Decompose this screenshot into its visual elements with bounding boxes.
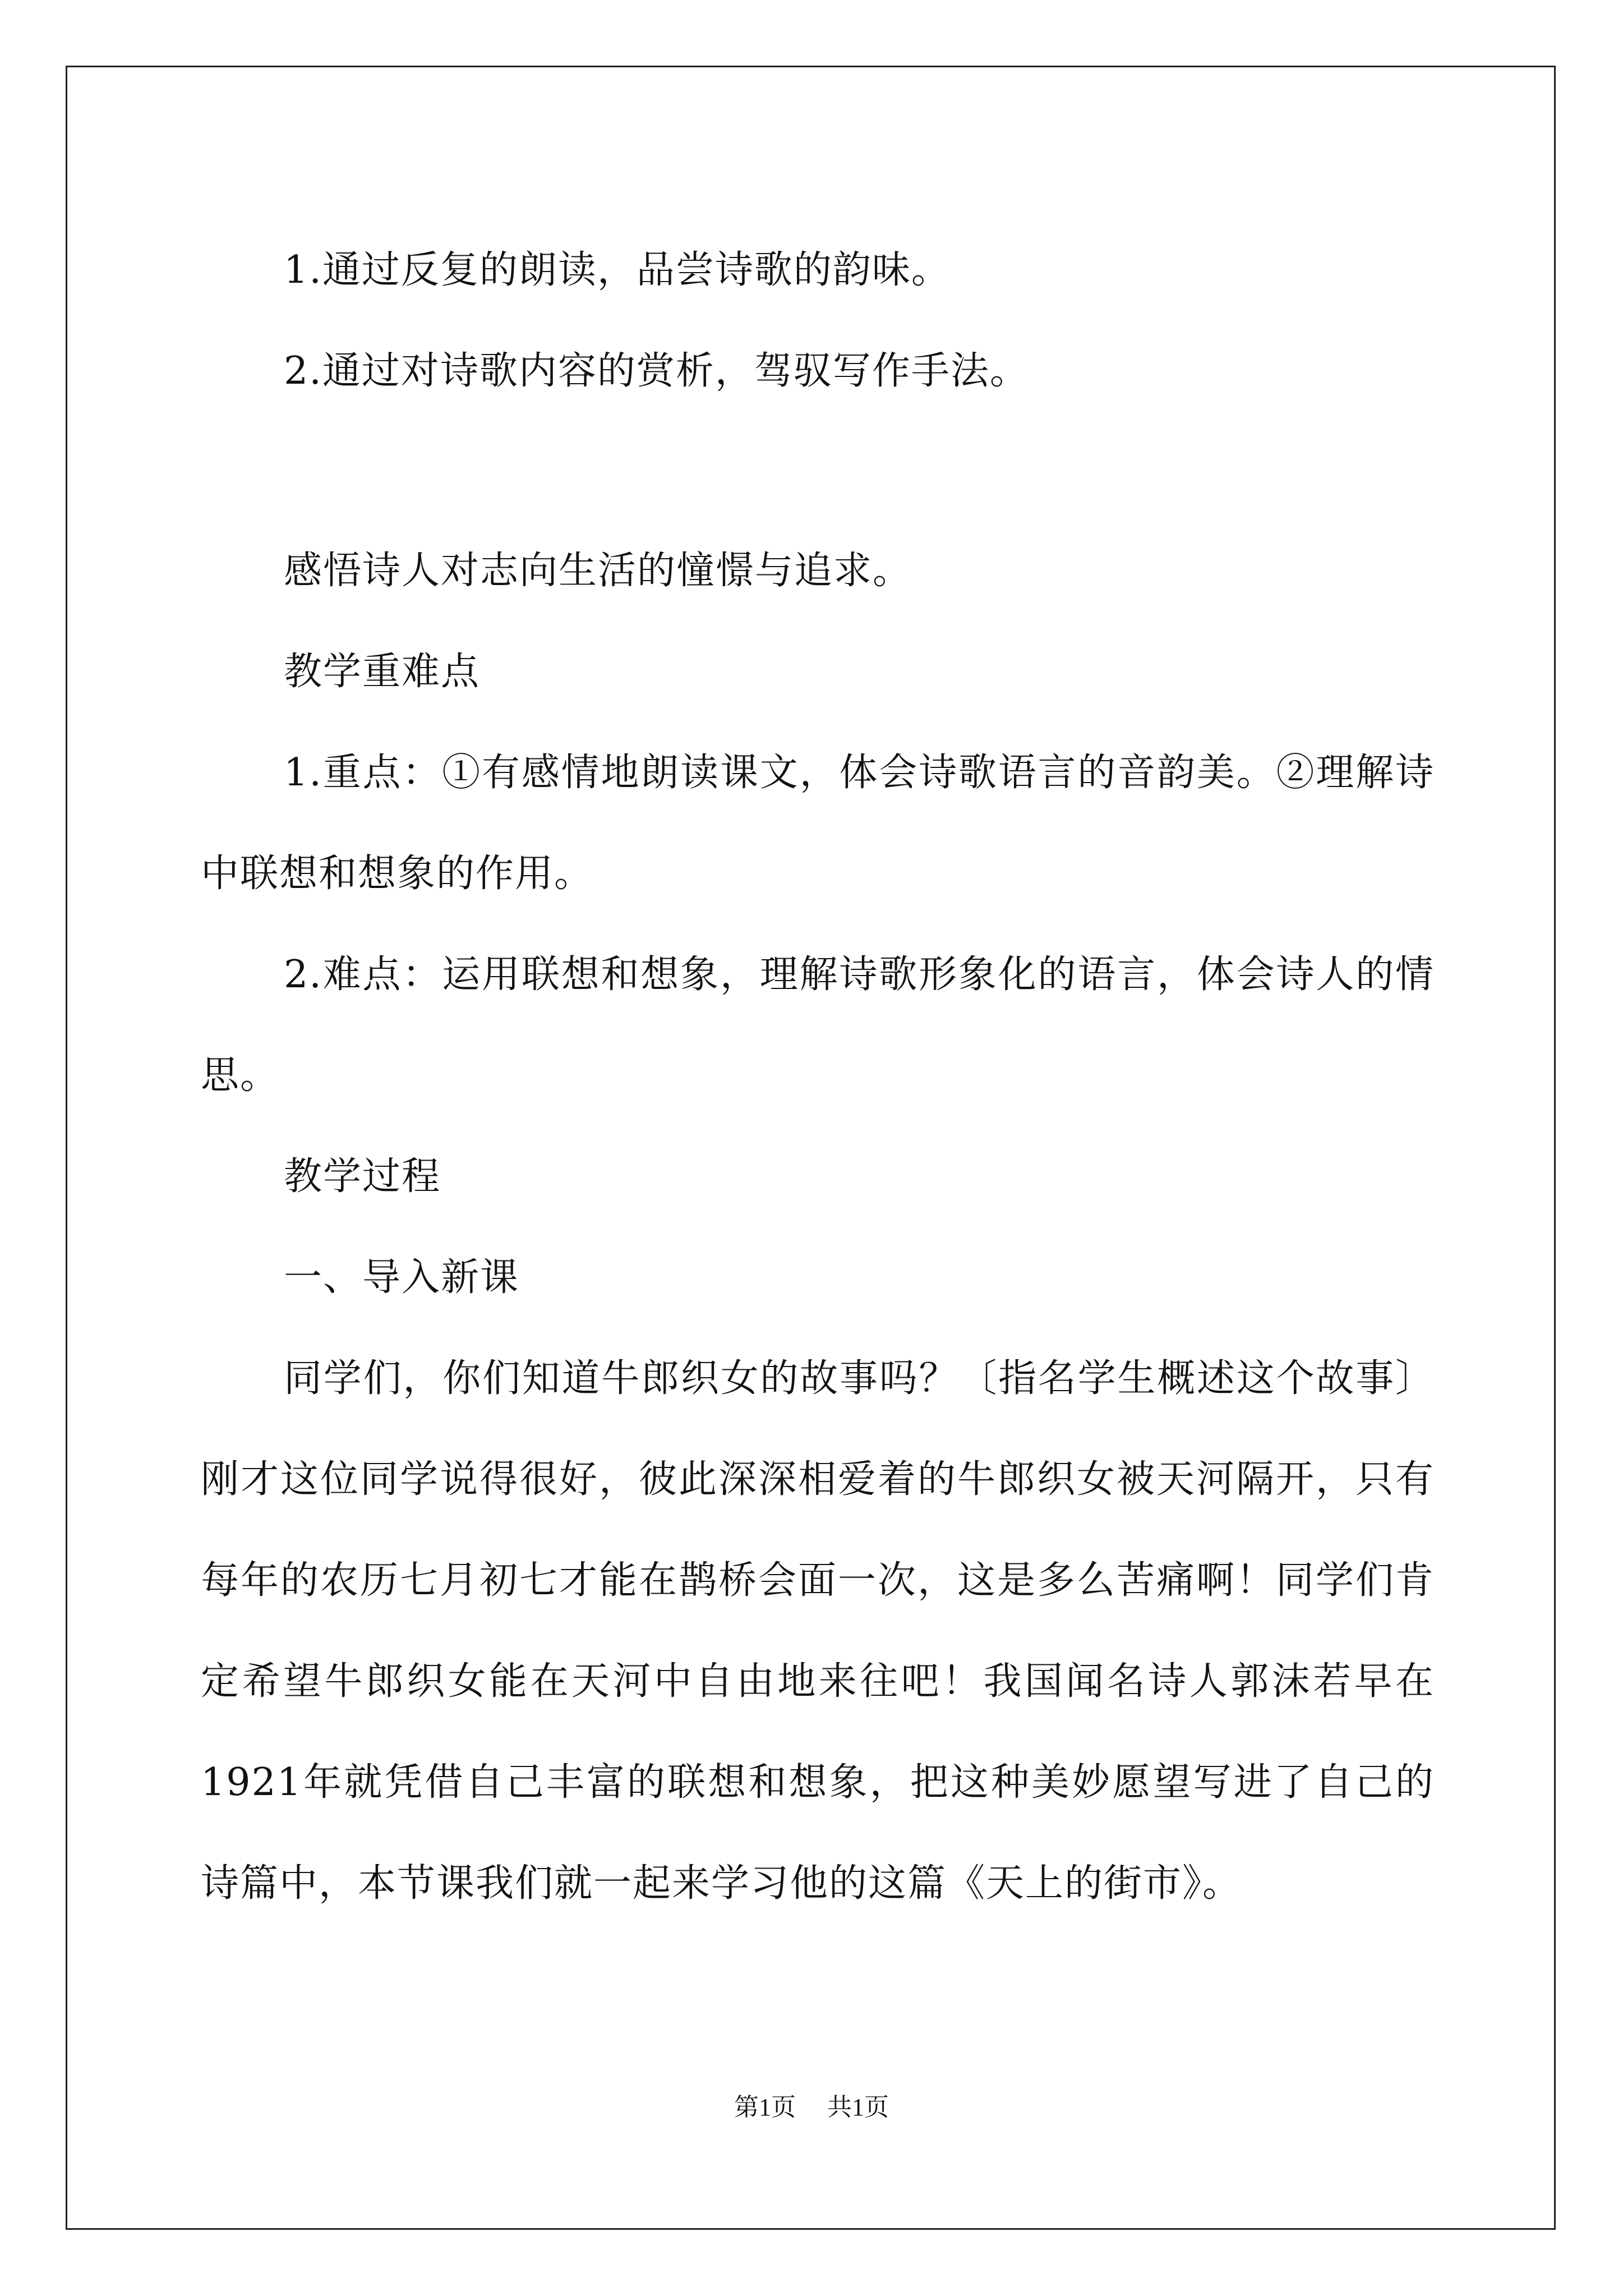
difficult-point: 2.难点：运用联想和想象，理解诗歌形象化的语言，体会诗人的情思。 bbox=[201, 953, 1435, 1098]
key-point: 1.重点：①有感情地朗读课文，体会诗歌语言的音韵美。②理解诗中联想和想象的作用。 bbox=[201, 751, 1435, 896]
total-pages: 共1页 bbox=[827, 2093, 889, 2121]
section-heading-process: 教学过程 bbox=[284, 1154, 441, 1199]
subsection-heading-intro: 一、导入新课 bbox=[284, 1255, 520, 1300]
page-footer bbox=[0, 2087, 1623, 2123]
blank-line bbox=[201, 422, 1435, 521]
objective-3: 感悟诗人对志向生活的憧憬与追求。 bbox=[284, 549, 912, 593]
document-body bbox=[201, 220, 1435, 1934]
section-heading-key-points: 教学重难点 bbox=[284, 650, 481, 694]
page-number: 第1页 bbox=[734, 2093, 796, 2121]
intro-paragraph: 同学们，你们知道牛郎织女的故事吗？〔指名学生概述这个故事〕刚才这位同学说得很好，彼此深深相爱着的牛郎织女被天河隔开，只有每年的农历七月初七才能在鹊桥会面一次，这是多么苦痛啊！同学们肯定希望牛郎织女能在天河中自由地来往吧！我国闻名诗人郭沫若早在1921年就凭借自己丰富的联想和想象，把这种美妙愿望写进了自己的诗篇中，本节课我们就一起来学习他的这篇《天上的街市》。 bbox=[201, 1356, 1435, 1906]
objective-2: 2.通过对诗歌内容的赏析，驾驭写作手法。 bbox=[284, 349, 1029, 393]
objective-1: 1.通过反复的朗读，品尝诗歌的韵味。 bbox=[284, 248, 951, 292]
